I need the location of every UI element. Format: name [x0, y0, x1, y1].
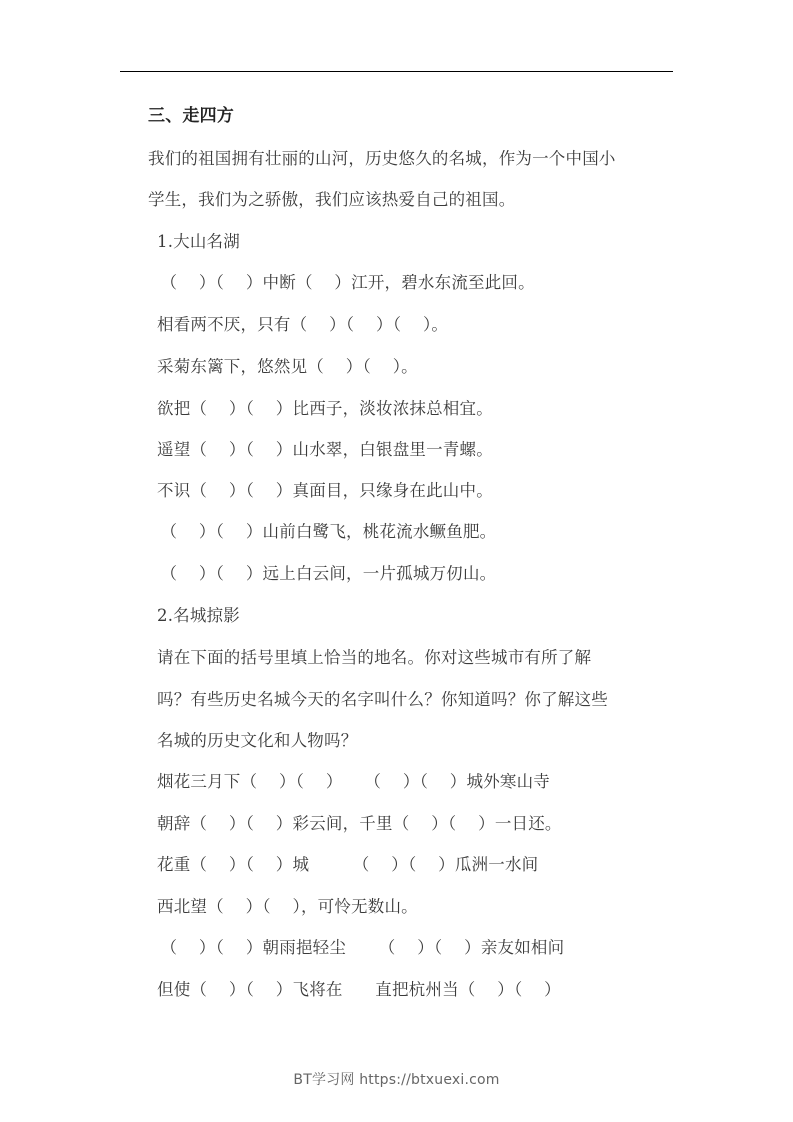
intro-line-2: 学生，我们为之骄傲，我们应该热爱自己的祖国。 [148, 190, 516, 209]
part1-question-5: 遥望（ ）（ ）山水翠，白银盘里一青螺。 [157, 440, 493, 459]
part2-question-6: 但使（ ）（ ）飞将在 直把杭州当（ ）（ ） [157, 980, 561, 999]
part2-question-4: 西北望（ ）（ ），可怜无数山。 [157, 897, 418, 916]
part2-instruction-2: 吗？有些历史名城今天的名字叫什么？你知道吗？你了解这些 [157, 690, 608, 709]
part2-question-2: 朝辞（ ）（ ）彩云间，千里（ ）（ ）一日还。 [157, 814, 562, 833]
part2-instruction-1: 请在下面的括号里填上恰当的地名。你对这些城市有所了解 [157, 648, 592, 667]
part1-question-3: 采菊东篱下，悠然见（ ）（ ）。 [157, 357, 418, 376]
part1-question-7: （ ）（ ）山前白鹭飞，桃花流水鳜鱼肥。 [155, 522, 497, 541]
part1-question-6: 不识（ ）（ ）真面目，只缘身在此山中。 [157, 481, 493, 500]
header-rule [120, 71, 673, 72]
section-title: 三、走四方 [148, 106, 234, 126]
part2-instruction-3: 名城的历史文化和人物吗？ [157, 731, 358, 750]
part1-question-1: （ ）（ ）中断（ ）江开，碧水东流至此回。 [155, 273, 535, 292]
part1-question-4: 欲把（ ）（ ）比西子，淡妆浓抹总相宜。 [157, 399, 493, 418]
part1-question-8: （ ）（ ）远上白云间，一片孤城万仞山。 [155, 564, 497, 583]
part2-heading: 2.名城掠影 [157, 606, 240, 625]
footer-watermark: BT学习网 https://btxuexi.com [293, 1072, 500, 1088]
part2-question-5: （ ）（ ）朝雨挹轻尘 （ ）（ ）亲友如相问 [155, 938, 565, 957]
part1-question-2: 相看两不厌，只有（ ）（ ）（ ）。 [157, 315, 449, 334]
part2-question-3: 花重（ ）（ ）城 （ ）（ ）瓜洲一水间 [157, 855, 539, 874]
intro-line-1: 我们的祖国拥有壮丽的山河，历史悠久的名城，作为一个中国小 [148, 149, 616, 168]
part1-heading: 1.大山名湖 [157, 232, 240, 251]
part2-question-1: 烟花三月下（ ）（ ） （ ）（ ）城外寒山寺 [157, 772, 550, 791]
